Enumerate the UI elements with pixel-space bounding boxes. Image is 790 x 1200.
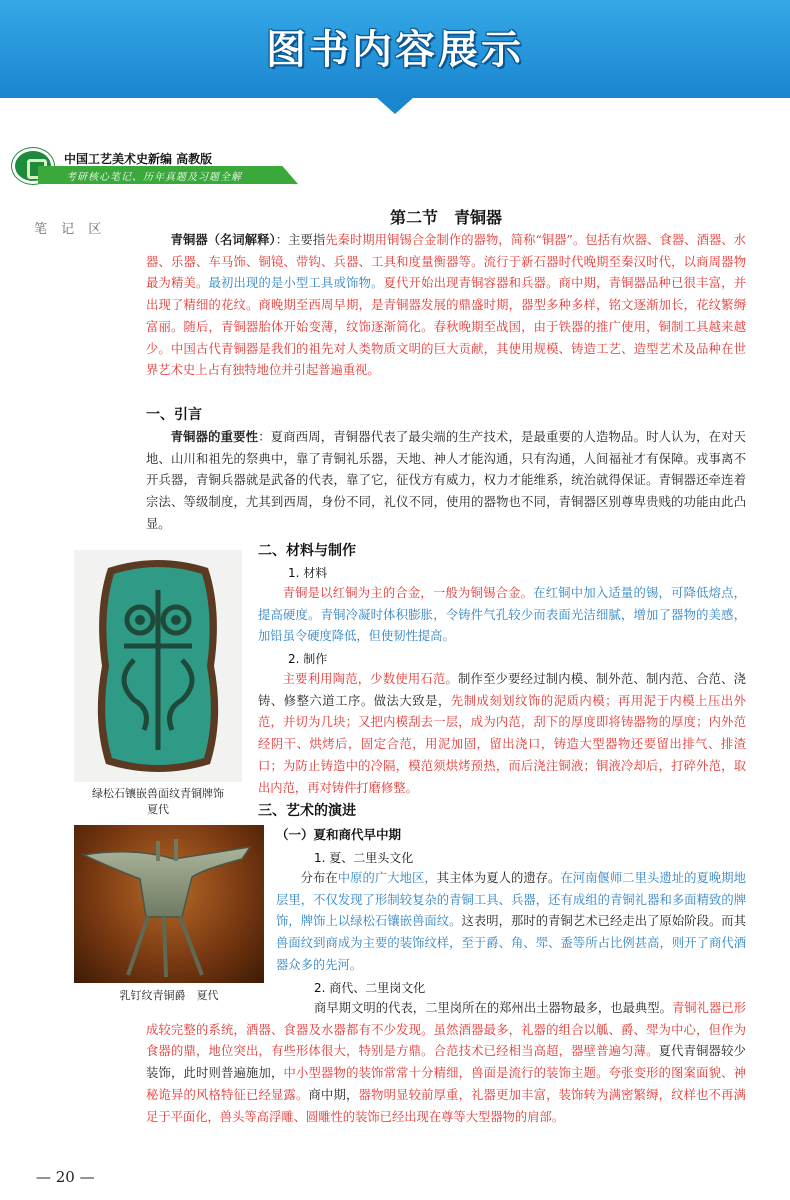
- erligang-text-3: 商中期，: [308, 1087, 359, 1102]
- production-paragraph: [258, 669, 746, 799]
- heading-materials: 二、材料与制作: [258, 543, 356, 559]
- importance-paragraph: [146, 427, 746, 536]
- intro-paragraph: [146, 230, 746, 382]
- section-title: 第二节 青铜器: [389, 208, 502, 227]
- banner-title: 图书内容展示: [266, 27, 524, 73]
- bronze-jue-image: [74, 825, 264, 983]
- term-importance: 青铜器的重要性: [170, 430, 259, 444]
- erlitou-text-2: 其主体为夏人的遗存。: [436, 871, 561, 885]
- intro-highlight-blue: 最初出现的是小型工具或饰物。: [208, 276, 384, 291]
- material-paragraph: [258, 583, 746, 648]
- subheading-erlitou: 1. 夏、二里头文化: [314, 851, 414, 865]
- figure2-caption: 乳钉纹青铜爵 夏代: [119, 989, 219, 1002]
- erlitou-text-3: 这表明，那时的青铜艺术已经走出了原始阶段。而其: [461, 914, 746, 929]
- notes-area-label: 笔 记 区: [34, 222, 107, 237]
- term-bronze: 青铜器（名词解释）: [170, 233, 276, 247]
- intro-text: ：主要指: [275, 233, 326, 247]
- intro-highlight-red-2: 夏代开始出现青铜容器和兵器。商中期，青铜器品种已很丰富，并出现了精细的花纹。商晚期至西周早期，是青铜器发展的鼎盛时期，器型多种多样，铭文逐渐加长，花纹繁缛富丽。随后，青铜器胎体开始变薄，纹饰逐渐简化。春秋晚期至战国，由于铁器的推广使用，铜制工具越来越少。中国古代青铜器是我们的祖先对人类物质文明的巨大贡献，其使用规模、铸造工艺、造型艺术及品种在世界艺术史上占有独特地位并引起普遍重视。: [146, 276, 746, 378]
- figure1-caption-title: 绿松石镶嵌兽面纹青铜牌饰: [92, 787, 224, 800]
- intro-highlight-red: 先秦时期用铜锡合金制作的器物，简称“铜器”。包括有炊器、食器、酒器、水器、乐器、车马饰、铜镜、带钩、兵器、工具和度量衡器等。流行于新石器时代晚期至秦汉时代，以商周器物最为精美。: [146, 233, 746, 291]
- material-red: 青铜是以红铜为主的合金，一般为铜锡合金。: [282, 586, 534, 600]
- subheading-production: 2. 制作: [288, 652, 328, 666]
- erligang-paragraph: [146, 998, 746, 1128]
- erligang-text-2: 夏代青铜器较少装饰，此时则普遍施加，: [146, 1044, 746, 1081]
- production-red: 主要利用陶范，少数使用石范。: [282, 672, 459, 686]
- book-title: 中国工艺美术史新编 高教版: [64, 152, 213, 166]
- subheading-xia-shang: （一）夏和商代早中期: [276, 827, 402, 842]
- erlitou-text-1: 分布在: [300, 871, 338, 885]
- erlitou-blue-1: 中原的广大地区，: [337, 871, 437, 885]
- erlitou-paragraph: [276, 868, 746, 977]
- erlitou-blue-3: 兽面纹到商成为主要的装饰纹样，至于爵、角、斝、盉等所占比例甚高，则开了商代酒器众多的先河。: [276, 936, 746, 972]
- erligang-red-1: 青铜礼器已形成较完整的系统，酒器、食器及水器都有不少发现。虽然酒器最多，礼器的组合以觚、爵、斝为中心，但作为食器的鼎，地位突出，有些形体很大，特别是方鼎。合范技术已经相当高超，器壁普遍匀薄。: [146, 1001, 746, 1059]
- banner-notch: [376, 97, 414, 114]
- subheading-erligang: 2. 商代、二里岗文化: [314, 981, 426, 995]
- figure1-caption: [74, 786, 242, 818]
- erligang-red-2: 中小型器物的装饰常常十分精细，兽面是流行的装饰主题。夸张变形的图案面貌、神秘诡异的风格特征已经显露。: [146, 1066, 746, 1102]
- subheading-material: 1. 材料: [288, 566, 328, 580]
- production-red-2: 先制成刻划纹饰的泥质内模；再用泥于内模上压出外范，并切为几块；又把内模刮去一层，成为内范，刮下的厚度即将铸器物的厚度；内外范经阴干、烘烤后，固定合范，用泥加固，留出浇口，铸造大型器物还要留出排气、排渣口；为防止铸造中的冷隔，模范须烘烤预热，而后浇注铜液；铜液冷却后，打碎外范，取出内范，再对铸件打磨修整。: [258, 693, 746, 795]
- material-blue: 在红铜中加入适量的锡，可降低熔点，提高硬度。青铜冷凝时体积膨胀，令铸件气孔较少而表面光洁细腻，增加了器物的美感，加铅虽令硬度降低，但使韧性提高。: [258, 586, 746, 644]
- production-text: 制作至少要经过制内模、制外范、制内范、合范、浇铸、修整六道工序。做法大致是，: [258, 672, 746, 708]
- erligang-red-3: 器物明显较前厚重，礼器更加丰富，装饰转为满密繁缛，纹样也不再满足于平面化，兽头等高浮雕、圆雕性的装饰已经出现在尊等大型器物的肩部。: [146, 1087, 746, 1124]
- heading-introduction: 一、引言: [146, 407, 202, 423]
- figure1-caption-period: 夏代: [147, 803, 169, 816]
- turquoise-plaque-image: [74, 550, 242, 782]
- heading-art-evolution: 三、艺术的演进: [258, 803, 356, 819]
- book-subtitle: 考研核心笔记、历年真题及习题全解: [66, 172, 242, 183]
- erligang-text-1: 商早期文明的代表，二里岗所在的郑州出土器物最多，也最典型。: [314, 1001, 672, 1015]
- page-number: — 20 —: [36, 1168, 95, 1186]
- erlitou-blue-2: 在河南偃师二里头遗址的夏晚期地层里，不仅发现了形制较复杂的青铜工具、兵器，还有成组的青铜礼器和多面精致的牌饰，牌饰上以绿松石镶嵌兽面纹。: [276, 871, 746, 929]
- importance-text: ：夏商西周，青铜器代表了最尖端的生产技术，是最重要的人造物品。时人认为，在对天地、山川和祖先的祭典中，靠了青铜礼乐器，天地、神人才能沟通，只有沟通，人间福祉才有保障。戎事离不开兵器，青铜兵器就是武备的代表，靠了它，征伐方有威力，权力才能维系，统治就得保证。青铜器还牵连着宗法、等级制度，尤其到西周，身份不同，礼仪不同，使用的器物也不同，青铜器区别尊卑贵贱的功能由此凸显。: [146, 430, 746, 531]
